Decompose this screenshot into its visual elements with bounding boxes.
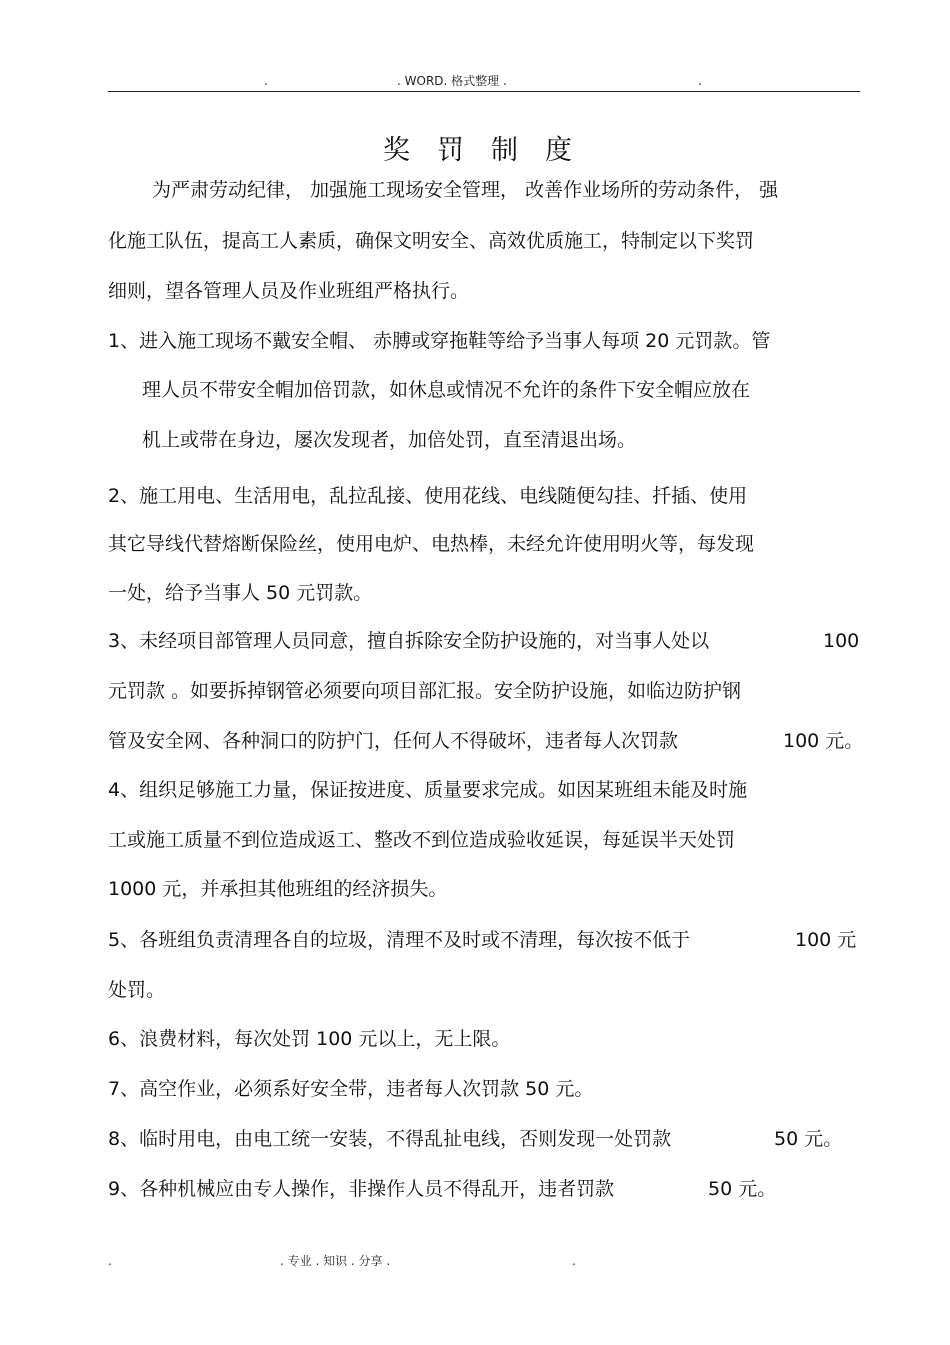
item-4-line-2: 工或施工质量不到位造成返工、整改不到位造成验收延误，每延误半天处罚 <box>108 829 736 851</box>
header-title: . WORD. 格式整理 . <box>397 74 507 88</box>
item-1-line-2: 理人员不带安全帽加倍罚款，如休息或情况不允许的条件下安全帽应放在 <box>142 379 751 401</box>
item-3-line-3: 管及安全网、各种洞口的防护门，任何人不得破坏，违者每人次罚款 <box>108 730 679 752</box>
intro-line-2: 化施工队伍，提高工人素质，确保文明安全、高效优质施工，特制定以下奖罚 <box>108 230 755 252</box>
header-dot-left: . <box>264 74 268 88</box>
item-3-amount-1: 100 <box>823 630 860 652</box>
footer-text: . 专业 . 知识 . 分享 . <box>280 1254 391 1268</box>
document-title: 奖 罚 制 度 <box>383 135 572 166</box>
item-8-amount-1: 50 元。 <box>774 1128 843 1150</box>
item-1-line-1: 1、进入施工现场不戴安全帽、 赤膊或穿拖鞋等给予当事人每项 20 元罚款。管 <box>108 330 771 352</box>
item-5-line-2: 处罚。 <box>108 979 166 1001</box>
item-5-line-1: 5、各班组负责清理各自的垃圾，清理不及时或不清理，每次按不低于 <box>108 929 691 951</box>
item-6-line-1: 6、浪费材料，每次处罚 100 元以上，无上限。 <box>108 1028 511 1050</box>
item-2-line-2: 其它导线代替熔断保险丝，使用电炉、电热棒，未经允许使用明火等，每发现 <box>108 533 755 555</box>
item-5-amount-1: 100 元 <box>795 929 857 951</box>
item-7-line-1: 7、高空作业，必须系好安全带，违者每人次罚款 50 元。 <box>108 1078 594 1100</box>
item-4-line-1: 4、组织足够施工力量，保证按进度、质量要求完成。如因某班组未能及时施 <box>108 779 748 801</box>
header-rule <box>108 91 860 92</box>
item-4-line-3: 1000 元，并承担其他班组的经济损失。 <box>108 878 448 900</box>
item-8-line-1: 8、临时用电，由电工统一安装，不得乱扯电线，否则发现一处罚款 <box>108 1128 672 1150</box>
footer-dot-right: . <box>572 1254 576 1268</box>
item-9-amount-1: 50 元。 <box>708 1178 777 1200</box>
intro-line-1: 为严肃劳动纪律， 加强施工现场安全管理， 改善作业场所的劳动条件， 强 <box>152 179 779 201</box>
item-9-line-1: 9、各种机械应由专人操作，非操作人员不得乱开，违者罚款 <box>108 1178 615 1200</box>
item-2-line-1: 2、施工用电、生活用电，乱拉乱接、使用花线、电线随便勾挂、扦插、使用 <box>108 485 748 507</box>
footer-dot-left: . <box>108 1254 112 1268</box>
header-dot-right: . <box>698 74 702 88</box>
intro-line-3: 细则，望各管理人员及作业班组严格执行。 <box>108 280 470 302</box>
item-1-line-3: 机上或带在身边，屡次发现者，加倍处罚，直至清退出场。 <box>142 429 637 451</box>
item-3-line-1: 3、未经项目部管理人员同意，擅自拆除安全防护设施的，对当事人处以 <box>108 630 710 652</box>
item-3-line-2: 元罚款 。如要拆掉钢管必须要向项目部汇报。安全防护设施，如临边防护钢 <box>108 680 742 702</box>
item-3-amount-3: 100 元。 <box>783 730 864 752</box>
item-2-line-3: 一处，给予当事人 50 元罚款。 <box>108 582 373 604</box>
